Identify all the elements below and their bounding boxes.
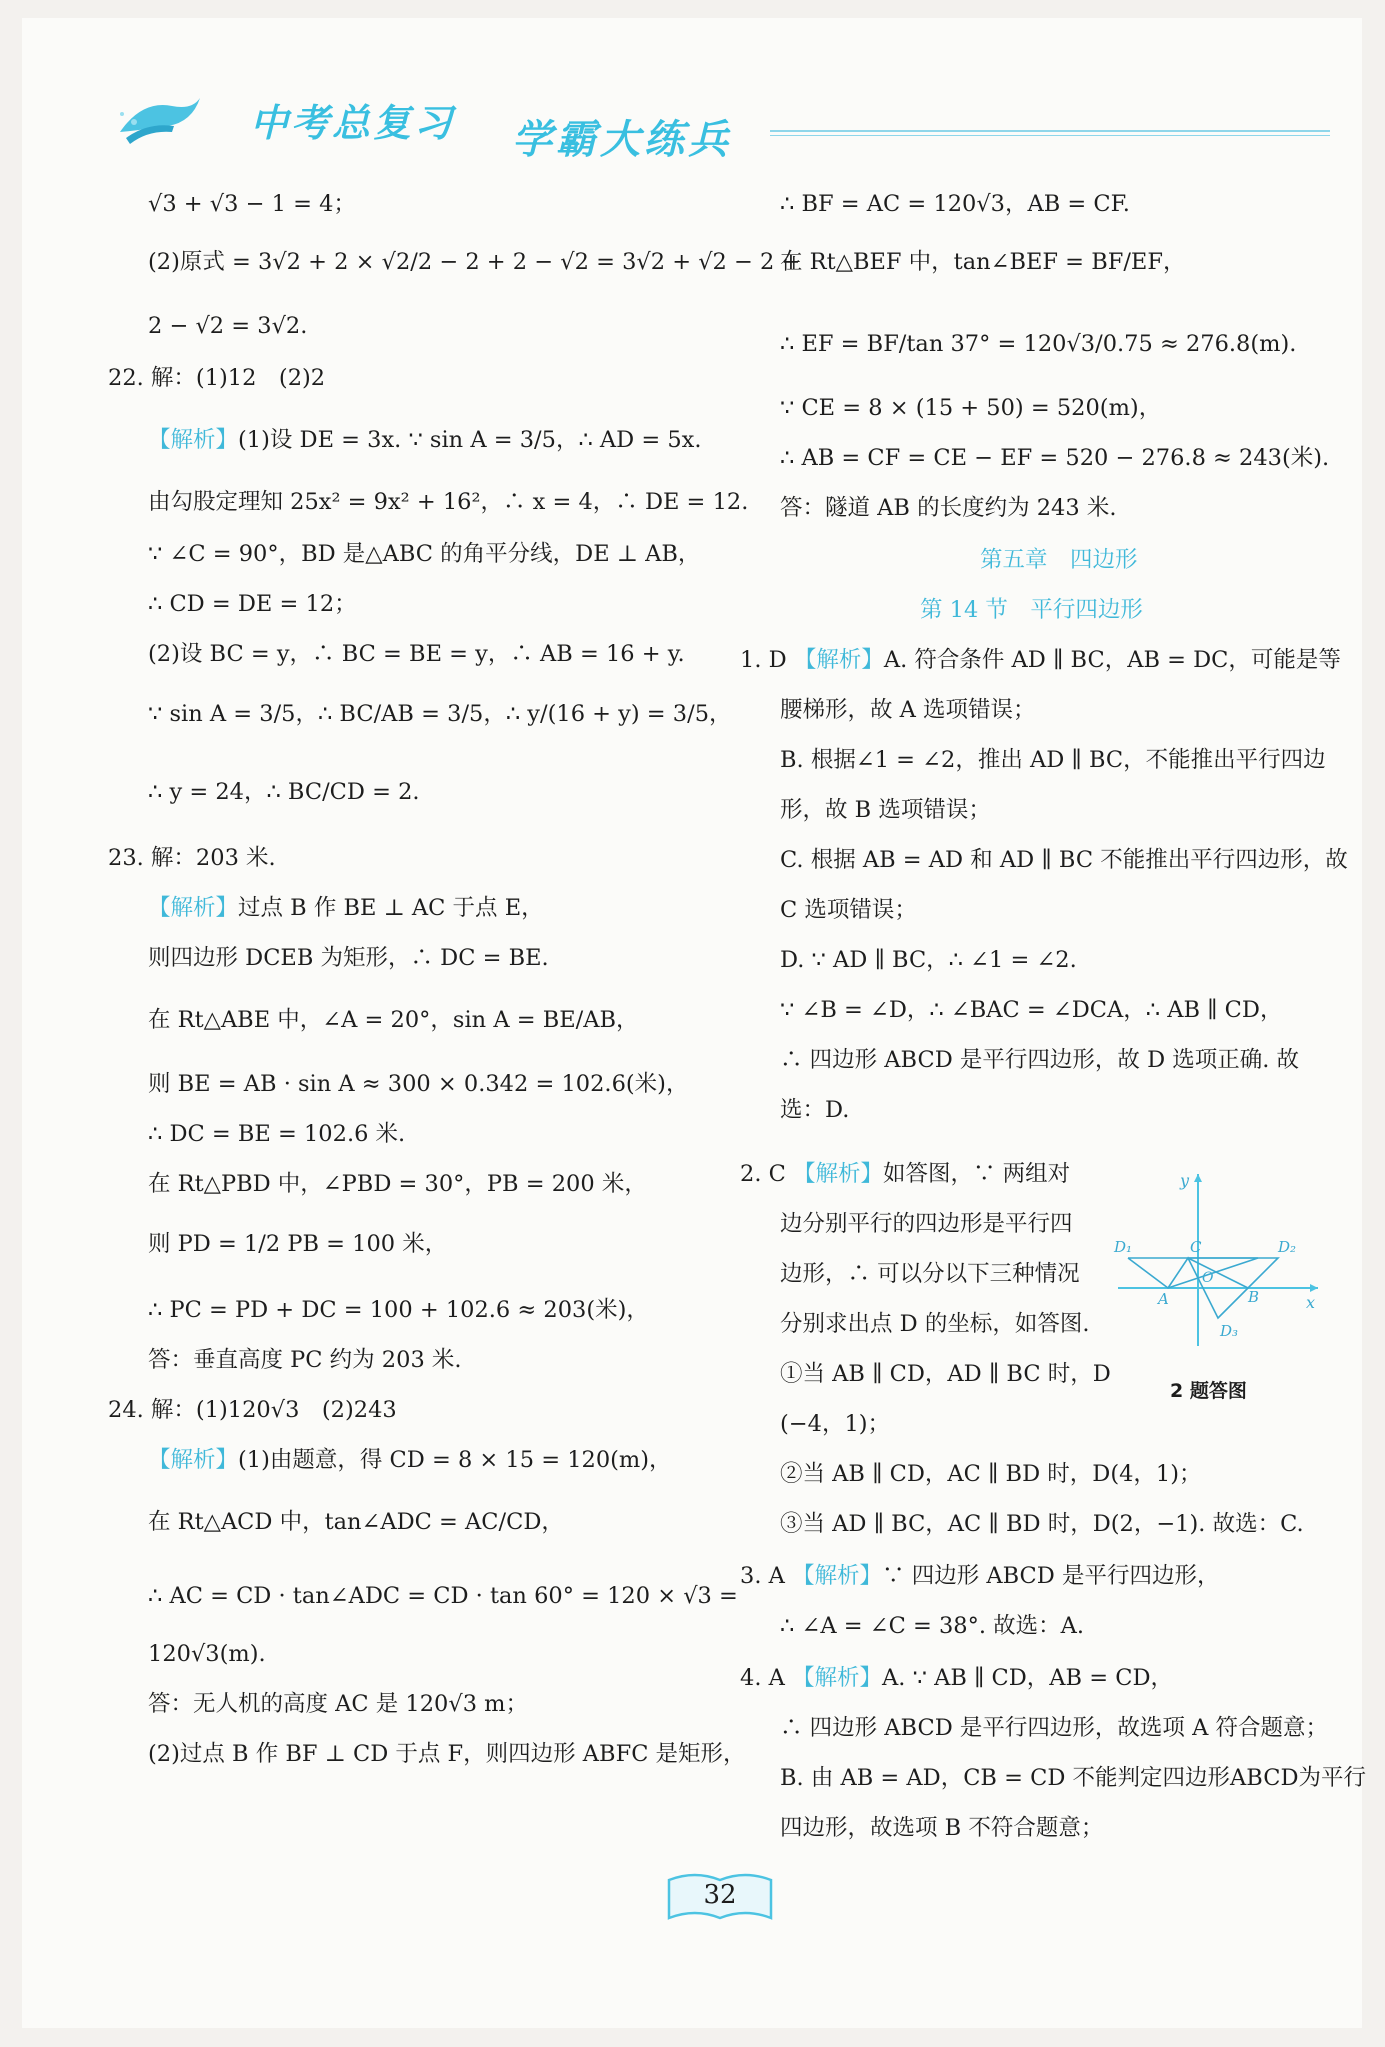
analysis-tag: 【解析】 bbox=[148, 1447, 239, 1473]
text-line: 由勾股定理知 25x² = 9x² + 16²，∴ x = 4，∴ DE = 12. bbox=[148, 489, 749, 515]
text-line: ∴ AB = CF = CE − EF = 520 − 276.8 ≈ 243(米). bbox=[780, 445, 1330, 471]
text-line: ∴ AC = CD · tan∠ADC = CD · tan 60° = 120 × √3 = bbox=[148, 1583, 738, 1609]
text-line: (−4，1)； bbox=[780, 1411, 891, 1437]
figure-label: D₃ bbox=[1220, 1322, 1239, 1340]
text-line: 在 Rt△ACD 中，tan∠ADC = AC/CD， bbox=[148, 1509, 564, 1535]
section-title: 第 14 节 平行四边形 bbox=[920, 597, 1143, 623]
text-line: ③当 AD ∥ BC，AC ∥ BD 时，D(2，−1). 故选：C. bbox=[780, 1511, 1304, 1537]
answer-23-heading: 23. 解：203 米. bbox=[108, 845, 276, 871]
text-line: 腰梯形，故 A 选项错误； bbox=[780, 697, 1036, 723]
text-line: ∴ y = 24，∴ BC/CD = 2. bbox=[148, 779, 420, 805]
page-number-badge bbox=[665, 1870, 775, 1926]
text-line: 【解析】(1)由题意，得 CD = 8 × 15 = 120(m)， bbox=[148, 1447, 672, 1473]
text-line: 答：无人机的高度 AC 是 120√3 m； bbox=[148, 1691, 529, 1717]
text-line: ∴ 四边形 ABCD 是平行四边形，故选项 A 符合题意； bbox=[780, 1715, 1328, 1741]
figure-label: C bbox=[1190, 1238, 1202, 1256]
answer-2-heading: 2. C 【解析】如答图，∵ 两组对 bbox=[740, 1161, 1071, 1187]
text-line: 分别求出点 D 的坐标，如答图. bbox=[780, 1311, 1090, 1337]
text-line: C 选项错误； bbox=[780, 897, 917, 923]
text-line: 边分别平行的四边形是平行四 bbox=[780, 1211, 1073, 1237]
text-line: 边形，∴ 可以分以下三种情况 bbox=[780, 1261, 1080, 1287]
text-line: D. ∵ AD ∥ BC，∴ ∠1 = ∠2. bbox=[780, 947, 1077, 973]
text-line: 在 Rt△ABE 中，∠A = 20°，sin A = BE/AB， bbox=[148, 1007, 639, 1033]
page-header bbox=[0, 0, 1385, 163]
analysis-tag: 【解析】 bbox=[792, 1665, 883, 1691]
figure-caption: 2 题答图 bbox=[1170, 1380, 1247, 1402]
analysis-tag: 【解析】 bbox=[792, 1563, 883, 1589]
text-line: (2)过点 B 作 BF ⊥ CD 于点 F，则四边形 ABFC 是矩形， bbox=[148, 1741, 746, 1767]
text-line: 则 PD = 1/2 PB = 100 米， bbox=[148, 1231, 448, 1257]
text-line: 【解析】(1)设 DE = 3x. ∵ sin A = 3/5，∴ AD = 5x. bbox=[148, 427, 702, 453]
header-rule bbox=[770, 130, 1330, 136]
text-line: 则 BE = AB · sin A ≈ 300 × 0.342 = 102.6(米)， bbox=[148, 1071, 689, 1097]
text-line: 在 Rt△BEF 中，tan∠BEF = BF/EF， bbox=[780, 249, 1186, 275]
text-line: ∴ ∠A = ∠C = 38°. 故选：A. bbox=[780, 1613, 1085, 1639]
text-line: 在 Rt△PBD 中，∠PBD = 30°，PB = 200 米， bbox=[148, 1171, 647, 1197]
text-line: √3 + √3 − 1 = 4； bbox=[148, 191, 356, 217]
text-line: 2 − √2 = 3√2. bbox=[148, 313, 308, 339]
text-line: 【解析】过点 B 作 BE ⊥ AC 于点 E， bbox=[148, 895, 544, 921]
text-line: 选：D. bbox=[780, 1097, 850, 1123]
text-line: 答：隧道 AB 的长度约为 243 米. bbox=[780, 495, 1117, 521]
text-line: B. 由 AB = AD，CB = CD 不能判定四边形ABCD为平行 bbox=[780, 1765, 1366, 1791]
text-line: C. 根据 AB = AD 和 AD ∥ BC 不能推出平行四边形，故 bbox=[780, 847, 1348, 873]
analysis-tag: 【解析】 bbox=[148, 427, 239, 453]
text-line: 则四边形 DCEB 为矩形，∴ DC = BE. bbox=[148, 945, 549, 971]
answer-4-heading: 4. A 【解析】A. ∵ AB ∥ CD，AB = CD， bbox=[740, 1665, 1173, 1691]
answer-3-heading: 3. A 【解析】∵ 四边形 ABCD 是平行四边形， bbox=[740, 1563, 1220, 1589]
text-line: 四边形，故选项 B 不符合题意； bbox=[780, 1815, 1104, 1841]
analysis-tag: 【解析】 bbox=[148, 895, 239, 921]
text-line: ∵ ∠C = 90°，BD 是△ABC 的角平分线，DE ⊥ AB， bbox=[148, 541, 701, 567]
text-line: B. 根据∠1 = ∠2，推出 AD ∥ BC，不能推出平行四边 bbox=[780, 747, 1326, 773]
figure-label: D₂ bbox=[1278, 1238, 1297, 1256]
text-line: ∵ sin A = 3/5，∴ BC/AB = 3/5，∴ y/(16 + y) = 3/5， bbox=[148, 701, 732, 727]
coordinate-figure bbox=[1108, 1168, 1323, 1348]
analysis-tag: 【解析】 bbox=[793, 1161, 884, 1187]
text-line: 答：垂直高度 PC 约为 203 米. bbox=[148, 1347, 462, 1373]
figure-label: B bbox=[1248, 1288, 1260, 1306]
text-line: (2)原式 = 3√2 + 2 × √2/2 − 2 + 2 − √2 = 3√2 + √2 − 2 + bbox=[148, 249, 801, 275]
flying-book-icon bbox=[112, 92, 204, 150]
text-line: (2)设 BC = y，∴ BC = BE = y，∴ AB = 16 + y. bbox=[148, 641, 685, 667]
answer-1-heading: 1. D 【解析】A. 符合条件 AD ∥ BC，AB = DC，可能是等 bbox=[740, 647, 1341, 673]
figure-label: x bbox=[1306, 1293, 1316, 1312]
text-line: ②当 AB ∥ CD，AC ∥ BD 时，D(4，1)； bbox=[780, 1461, 1202, 1487]
text-line: ∵ CE = 8 × (15 + 50) = 520(m)， bbox=[780, 395, 1162, 421]
page-number: 32 bbox=[703, 1880, 737, 1910]
chapter-title: 第五章 四边形 bbox=[980, 547, 1138, 573]
text-line: ∴ EF = BF/tan 37° = 120√3/0.75 ≈ 276.8(m). bbox=[780, 331, 1297, 357]
header-book-title: 学霸大练兵 bbox=[512, 117, 732, 163]
figure-label: A bbox=[1158, 1290, 1169, 1308]
text-line: ∴ 四边形 ABCD 是平行四边形，故 D 选项正确. 故 bbox=[780, 1047, 1300, 1073]
text-line: 120√3(m). bbox=[148, 1641, 266, 1667]
figure-label: D₁ bbox=[1114, 1238, 1133, 1256]
text-line: ∴ BF = AC = 120√3，AB = CF. bbox=[780, 191, 1130, 217]
answer-22-heading: 22. 解：(1)12 (2)2 bbox=[108, 365, 326, 391]
figure-label: y bbox=[1180, 1171, 1190, 1190]
header-series-title: 中考总复习 bbox=[250, 101, 456, 145]
text-line: ∴ CD = DE = 12； bbox=[148, 591, 357, 617]
figure-label: O bbox=[1202, 1270, 1214, 1286]
answer-24-heading: 24. 解：(1)120√3 (2)243 bbox=[108, 1397, 397, 1423]
text-line: ∵ ∠B = ∠D，∴ ∠BAC = ∠DCA，∴ AB ∥ CD， bbox=[780, 997, 1283, 1023]
text-line: ∴ DC = BE = 102.6 米. bbox=[148, 1121, 406, 1147]
text-line: ①当 AB ∥ CD，AD ∥ BC 时，D bbox=[780, 1361, 1111, 1387]
text-line: ∴ PC = PD + DC = 100 + 102.6 ≈ 203(米)， bbox=[148, 1297, 649, 1323]
text-line: 形，故 B 选项错误； bbox=[780, 797, 991, 823]
analysis-tag: 【解析】 bbox=[793, 647, 884, 673]
